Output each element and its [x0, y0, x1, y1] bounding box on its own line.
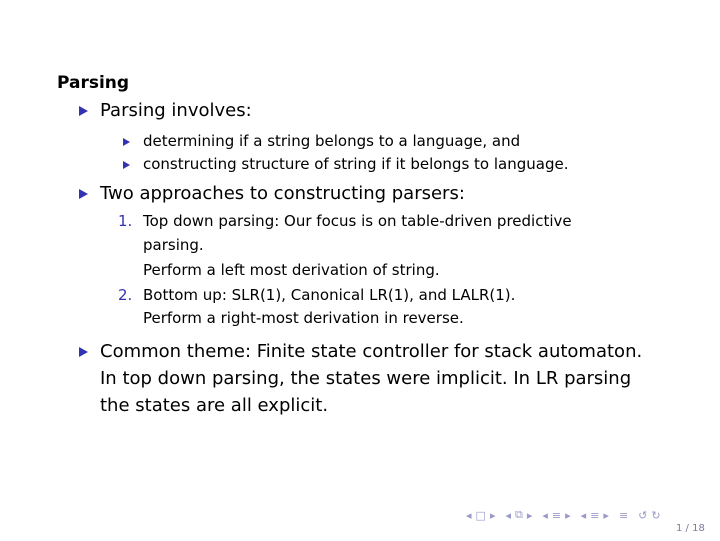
item-3-line-1: Common theme: Finite state controller for stack automaton. [100, 341, 643, 362]
next-frame-icon[interactable]: ▸ [489, 508, 496, 522]
search-icon-2[interactable]: ↻ [651, 508, 661, 522]
enum-2-line-2: Perform a right-most derivation in reverse. [143, 309, 464, 327]
section-icon[interactable]: ≡ [551, 508, 562, 522]
sub-bullet-icon [123, 161, 130, 169]
next-subsection-icon[interactable]: ▸ [526, 508, 533, 522]
item-2-text: Two approaches to constructing parsers: [100, 183, 465, 204]
item-3-line-2: In top down parsing, the states were implicit. In LR parsing [100, 368, 632, 389]
search-icon[interactable]: ↺ [638, 508, 648, 522]
item-1-text: Parsing involves: [100, 100, 252, 121]
item-1-sub-2: constructing structure of string if it belongs to language. [143, 155, 569, 173]
frame-title: Parsing [57, 73, 130, 93]
bullet-icon [79, 347, 88, 357]
prev-slide-icon[interactable]: ◂ [580, 508, 587, 522]
sub-bullet-icon [123, 138, 130, 146]
align-icon[interactable]: ≡ [618, 508, 629, 522]
page-number: 1 / 18 [676, 523, 705, 534]
item-3-line-3: the states are all explicit. [100, 395, 329, 416]
enum-1-line-2: parsing. [143, 236, 204, 254]
enum-1-line-3: Perform a left most derivation of string. [143, 261, 440, 279]
next-section-icon[interactable]: ▸ [565, 508, 571, 522]
navigation-bar [466, 508, 665, 522]
bullet-icon [79, 106, 88, 116]
subsection-icon[interactable]: ⧉ [515, 508, 523, 521]
bullet-icon [79, 189, 88, 199]
prev-section-icon[interactable]: ◂ [542, 508, 548, 522]
slide-icon[interactable]: ≡ [590, 508, 600, 522]
prev-subsection-icon[interactable]: ◂ [505, 508, 511, 522]
enum-number-2: 2. [118, 286, 133, 304]
first-frame-icon[interactable]: ◂ [466, 508, 472, 522]
frame-icon[interactable]: □ [475, 508, 486, 522]
next-slide-icon[interactable]: ▸ [603, 508, 609, 522]
item-1-sub-1: determining if a string belongs to a language, and [143, 132, 521, 150]
enum-1-line-1: Top down parsing: Our focus is on table-driven predictive [143, 212, 572, 230]
enum-2-line-1: Bottom up: SLR(1), Canonical LR(1), and LALR(1). [143, 286, 516, 304]
enum-number-1: 1. [118, 212, 133, 230]
